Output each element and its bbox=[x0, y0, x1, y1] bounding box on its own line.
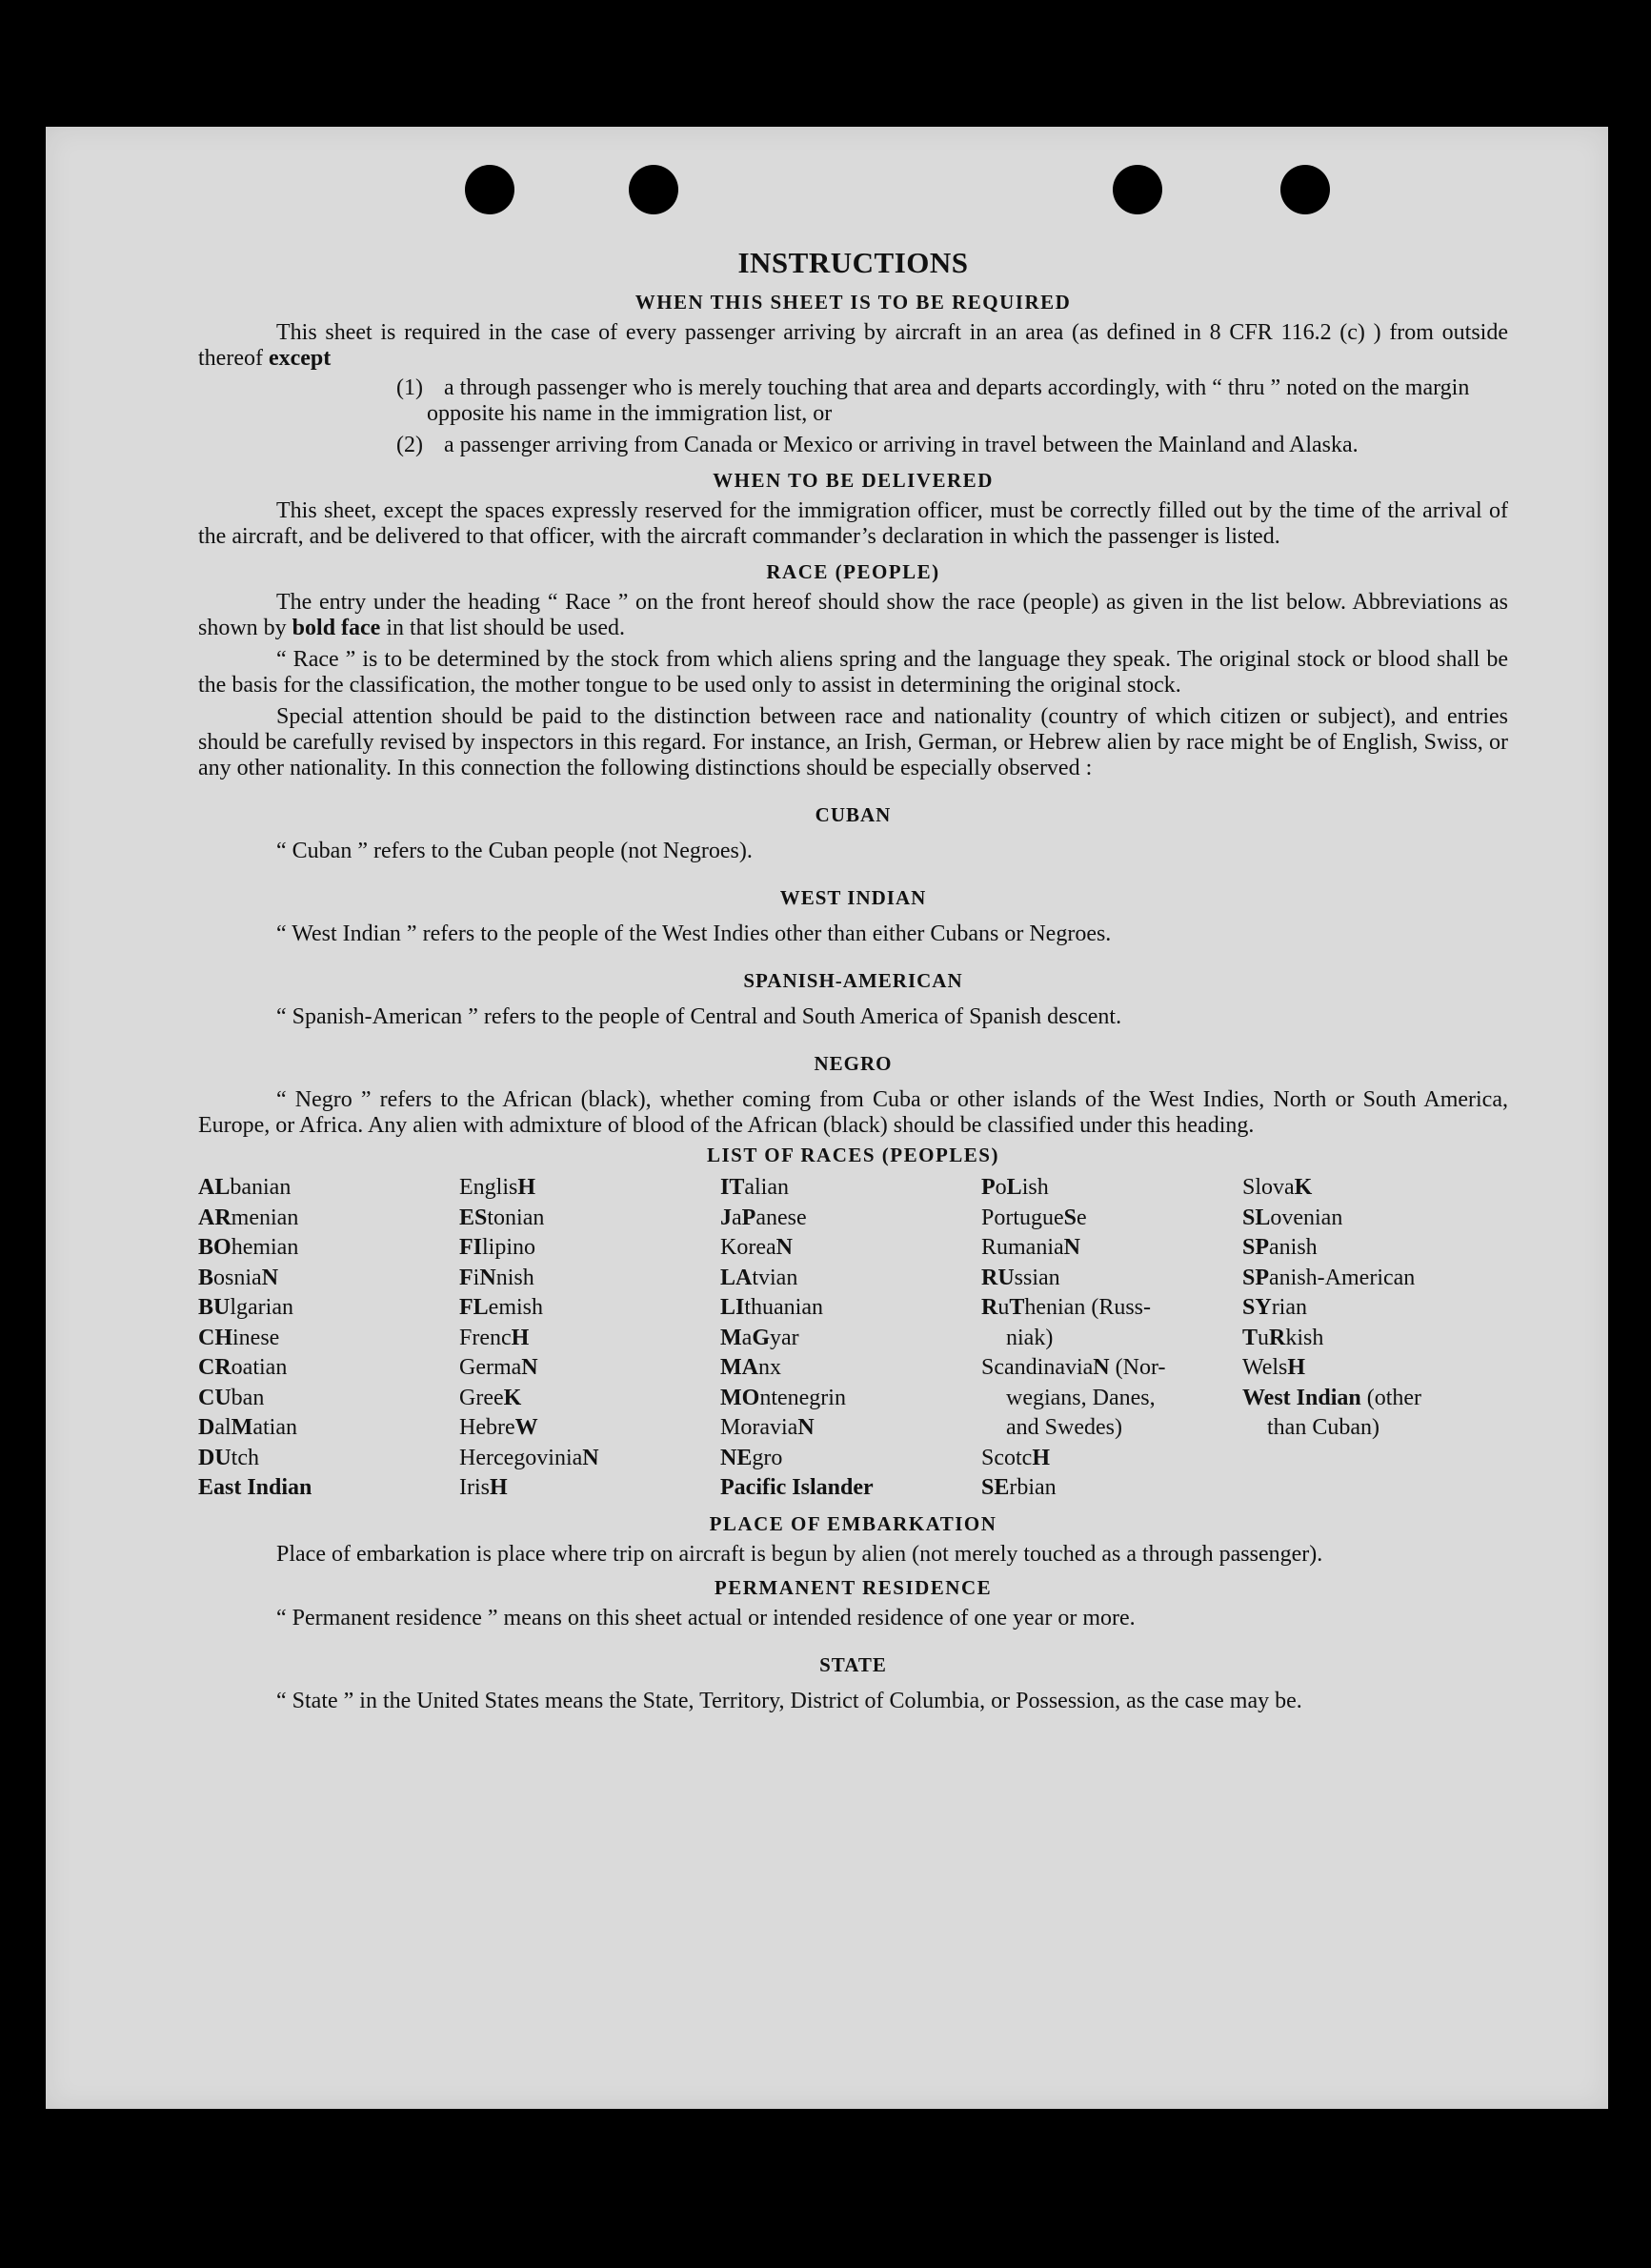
race-name: SPanish-American bbox=[1242, 1265, 1416, 1290]
race-entry bbox=[981, 1173, 1242, 1204]
race-entry bbox=[459, 1413, 720, 1444]
race-name: LIthuanian bbox=[720, 1295, 823, 1320]
race-entry bbox=[459, 1173, 720, 1204]
race-name: DalMatian bbox=[198, 1415, 297, 1440]
race-entry bbox=[1242, 1293, 1509, 1324]
race-name: NEgro bbox=[720, 1445, 783, 1470]
exception-list bbox=[198, 375, 1508, 458]
race-name-continuation: wegians, Danes, bbox=[1006, 1385, 1156, 1410]
section-heading-embarkation: PLACE OF EMBARKATION bbox=[709, 1511, 997, 1535]
races-column bbox=[198, 1173, 459, 1504]
residence-text: “ Permanent residence ” means on this sheet actual or intended residence of one year or more. bbox=[276, 1605, 1136, 1630]
race-entry bbox=[459, 1324, 720, 1354]
race-name: PoLish bbox=[981, 1175, 1049, 1200]
race-entry bbox=[1242, 1353, 1509, 1384]
race-entry bbox=[981, 1444, 1242, 1474]
race-name: SYrian bbox=[1242, 1295, 1307, 1320]
race-paragraph-1: The entry under the heading “ Race ” on the front hereof should show the race (people) as given in the list below. Abbreviations as shown by bold face in that list should be used. bbox=[198, 590, 1508, 640]
race-name: RumaniaN bbox=[981, 1235, 1080, 1260]
race-name: BOhemian bbox=[198, 1235, 299, 1260]
section-text-when-delivered: This sheet, except the spaces expressly reserved for the immigration officer, must be correctly filled out by the time of the arrival of the aircraft, and be delivered to that officer, with the aircraft commander’s declaration in which the passenger is listed. bbox=[198, 498, 1508, 549]
race-name: GreeK bbox=[459, 1385, 522, 1410]
race-entry bbox=[1242, 1324, 1509, 1354]
race-name: DUtch bbox=[198, 1445, 259, 1470]
race-paragraph-3: Special attention should be paid to the distinction between race and nationality (country of which citizen or subject), and entries should be carefully revised by inspectors in this regard. For instance, an Irish, German, or Hebrew alien by race might be of English, Swiss, or any other nationality. In this connection the following distinctions should be especially observed : bbox=[198, 704, 1508, 780]
punch-hole bbox=[1280, 165, 1330, 214]
race-entry bbox=[198, 1384, 459, 1414]
section-heading-when-required: WHEN THIS SHEET IS TO BE REQUIRED bbox=[634, 291, 1072, 314]
race-entry bbox=[459, 1444, 720, 1474]
race-entry bbox=[198, 1173, 459, 1204]
race-name: ALbanian bbox=[198, 1175, 292, 1200]
section-heading-west-indian: WEST INDIAN bbox=[779, 886, 927, 909]
race-name: BUlgarian bbox=[198, 1295, 293, 1320]
race-entry bbox=[459, 1233, 720, 1264]
race-entry bbox=[459, 1384, 720, 1414]
race-entry bbox=[198, 1444, 459, 1474]
race-name: ScandinaviaN (Nor- bbox=[981, 1355, 1166, 1380]
race-name: EnglisH bbox=[459, 1175, 536, 1200]
page-title: INSTRUCTIONS bbox=[737, 246, 969, 279]
instructions-content bbox=[198, 246, 1508, 1714]
race-name: MAnx bbox=[720, 1355, 781, 1380]
race-entry bbox=[981, 1233, 1242, 1264]
race-entry bbox=[981, 1293, 1242, 1353]
race-name: MaGyar bbox=[720, 1325, 799, 1350]
race-name: EStonian bbox=[459, 1205, 545, 1230]
race-name: FrencH bbox=[459, 1325, 530, 1350]
race-entry bbox=[720, 1384, 981, 1414]
section-heading-race: RACE (PEOPLE) bbox=[766, 560, 940, 583]
section-heading-residence: PERMANENT RESIDENCE bbox=[714, 1575, 993, 1599]
section-heading-when-delivered: WHEN TO BE DELIVERED bbox=[713, 469, 994, 492]
race-name: SPanish bbox=[1242, 1235, 1318, 1260]
race-entry bbox=[720, 1173, 981, 1204]
race-name: CUban bbox=[198, 1385, 265, 1410]
race-entry bbox=[198, 1233, 459, 1264]
race-entry bbox=[720, 1353, 981, 1384]
races-list bbox=[198, 1173, 1508, 1504]
race-entry bbox=[720, 1444, 981, 1474]
races-column bbox=[1242, 1173, 1509, 1504]
race-name: TuRkish bbox=[1242, 1325, 1324, 1350]
race-entry bbox=[459, 1473, 720, 1504]
punch-hole bbox=[629, 165, 678, 214]
negro-text: “ Negro ” refers to the African (black), whether coming from Cuba or other islands of the West Indies, North or South America, Europe, or Africa. Any alien with admixture of blood of the African (black) should be classified under this heading. bbox=[198, 1087, 1508, 1138]
race-entry bbox=[198, 1324, 459, 1354]
race-name: JaPanese bbox=[720, 1205, 807, 1230]
race-entry bbox=[198, 1473, 459, 1504]
race-name: SlovaK bbox=[1242, 1175, 1313, 1200]
race-name: ScotcH bbox=[981, 1445, 1050, 1470]
race-name: LAtvian bbox=[720, 1265, 798, 1290]
race-entry bbox=[981, 1204, 1242, 1234]
race-entry bbox=[198, 1413, 459, 1444]
race-name: SLovenian bbox=[1242, 1205, 1343, 1230]
race-name: MOntenegrin bbox=[720, 1385, 846, 1410]
punch-hole bbox=[1113, 165, 1162, 214]
race-name-continuation: and Swedes) bbox=[1006, 1415, 1122, 1440]
race-entry bbox=[459, 1293, 720, 1324]
race-name: RUssian bbox=[981, 1265, 1060, 1290]
race-name: HercegoviniaN bbox=[459, 1445, 599, 1470]
race-entry bbox=[720, 1204, 981, 1234]
race-entry bbox=[198, 1264, 459, 1294]
race-name-continuation: niak) bbox=[1006, 1325, 1054, 1350]
race-entry bbox=[981, 1264, 1242, 1294]
race-paragraph-2: “ Race ” is to be determined by the stock from which aliens spring and the language they speak. The original stock or blood shall be the basis for the classification, the mother tongue to be used only to assist in determining the original stock. bbox=[198, 647, 1508, 698]
race-entry bbox=[459, 1264, 720, 1294]
race-name: GermaN bbox=[459, 1355, 538, 1380]
races-column bbox=[720, 1173, 981, 1504]
section-heading-state: STATE bbox=[819, 1652, 887, 1676]
race-name: MoraviaN bbox=[720, 1415, 815, 1440]
race-entry bbox=[720, 1324, 981, 1354]
race-name: West Indian (other bbox=[1242, 1385, 1422, 1410]
race-entry bbox=[198, 1293, 459, 1324]
races-column bbox=[981, 1173, 1242, 1504]
spanish-american-text: “ Spanish-American ” refers to the people of Central and South America of Spanish descent. bbox=[276, 1004, 1122, 1029]
race-entry bbox=[1242, 1264, 1509, 1294]
race-name: CHinese bbox=[198, 1325, 280, 1350]
race-name: FLemish bbox=[459, 1295, 543, 1320]
race-entry bbox=[981, 1353, 1242, 1444]
section-heading-cuban: CUBAN bbox=[815, 803, 892, 826]
race-name: WelsH bbox=[1242, 1355, 1306, 1380]
section-text-when-required: This sheet is required in the case of every passenger arriving by aircraft in an area (as defined in 8 CFR 116.2 (c) ) from outside thereof except bbox=[198, 320, 1508, 371]
race-name: IrisH bbox=[459, 1475, 508, 1500]
cuban-text: “ Cuban ” refers to the Cuban people (not Negroes). bbox=[276, 839, 753, 863]
race-entry bbox=[720, 1264, 981, 1294]
race-name: FiNnish bbox=[459, 1265, 534, 1290]
race-name: SErbian bbox=[981, 1475, 1057, 1500]
race-entry bbox=[720, 1293, 981, 1324]
races-column bbox=[459, 1173, 720, 1504]
race-name: RuThenian (Russ- bbox=[981, 1295, 1152, 1320]
list-item: (1) a through passenger who is merely touching that area and departs accordingly, with “ thru ” noted on the margin opposite his name in the immigration list, or bbox=[396, 375, 1470, 426]
race-entry bbox=[198, 1204, 459, 1234]
race-entry bbox=[1242, 1233, 1509, 1264]
race-name: Pacific Islander bbox=[720, 1475, 874, 1500]
race-entry bbox=[720, 1233, 981, 1264]
west-indian-text: “ West Indian ” refers to the people of the West Indies other than either Cubans or Negroes. bbox=[276, 921, 1112, 946]
race-entry bbox=[720, 1473, 981, 1504]
race-entry bbox=[720, 1413, 981, 1444]
race-name: CRoatian bbox=[198, 1355, 288, 1380]
embarkation-text: Place of embarkation is place where trip on aircraft is begun by alien (not merely touched as a through passenger). bbox=[276, 1541, 1323, 1567]
race-entry bbox=[459, 1204, 720, 1234]
state-text: “ State ” in the United States means the State, Territory, District of Columbia, or Possession, as the case may be. bbox=[276, 1688, 1302, 1713]
race-entry bbox=[198, 1353, 459, 1384]
race-name: FIlipino bbox=[459, 1235, 536, 1260]
section-heading-spanish-american: SPANISH-AMERICAN bbox=[743, 969, 963, 992]
race-entry bbox=[1242, 1204, 1509, 1234]
race-name: East Indian bbox=[198, 1475, 312, 1500]
race-name: BosniaN bbox=[198, 1265, 279, 1290]
race-name: ITalian bbox=[720, 1175, 789, 1200]
race-entry bbox=[1242, 1384, 1509, 1444]
race-name: PortugueSe bbox=[981, 1205, 1087, 1230]
document-page bbox=[46, 127, 1608, 2109]
punch-hole bbox=[465, 165, 514, 214]
list-item: (2) a passenger arriving from Canada or Mexico or arriving in travel between the Mainland and Alaska. bbox=[396, 433, 1359, 457]
race-name: HebreW bbox=[459, 1415, 538, 1440]
race-entry bbox=[1242, 1173, 1509, 1204]
race-entry bbox=[459, 1353, 720, 1384]
section-heading-negro: NEGRO bbox=[814, 1052, 893, 1075]
section-heading-list-of-races: LIST OF RACES (PEOPLES) bbox=[707, 1144, 999, 1166]
race-entry bbox=[981, 1473, 1242, 1504]
race-name: KoreaN bbox=[720, 1235, 793, 1260]
race-name-continuation: than Cuban) bbox=[1267, 1415, 1379, 1440]
race-name: ARmenian bbox=[198, 1205, 299, 1230]
